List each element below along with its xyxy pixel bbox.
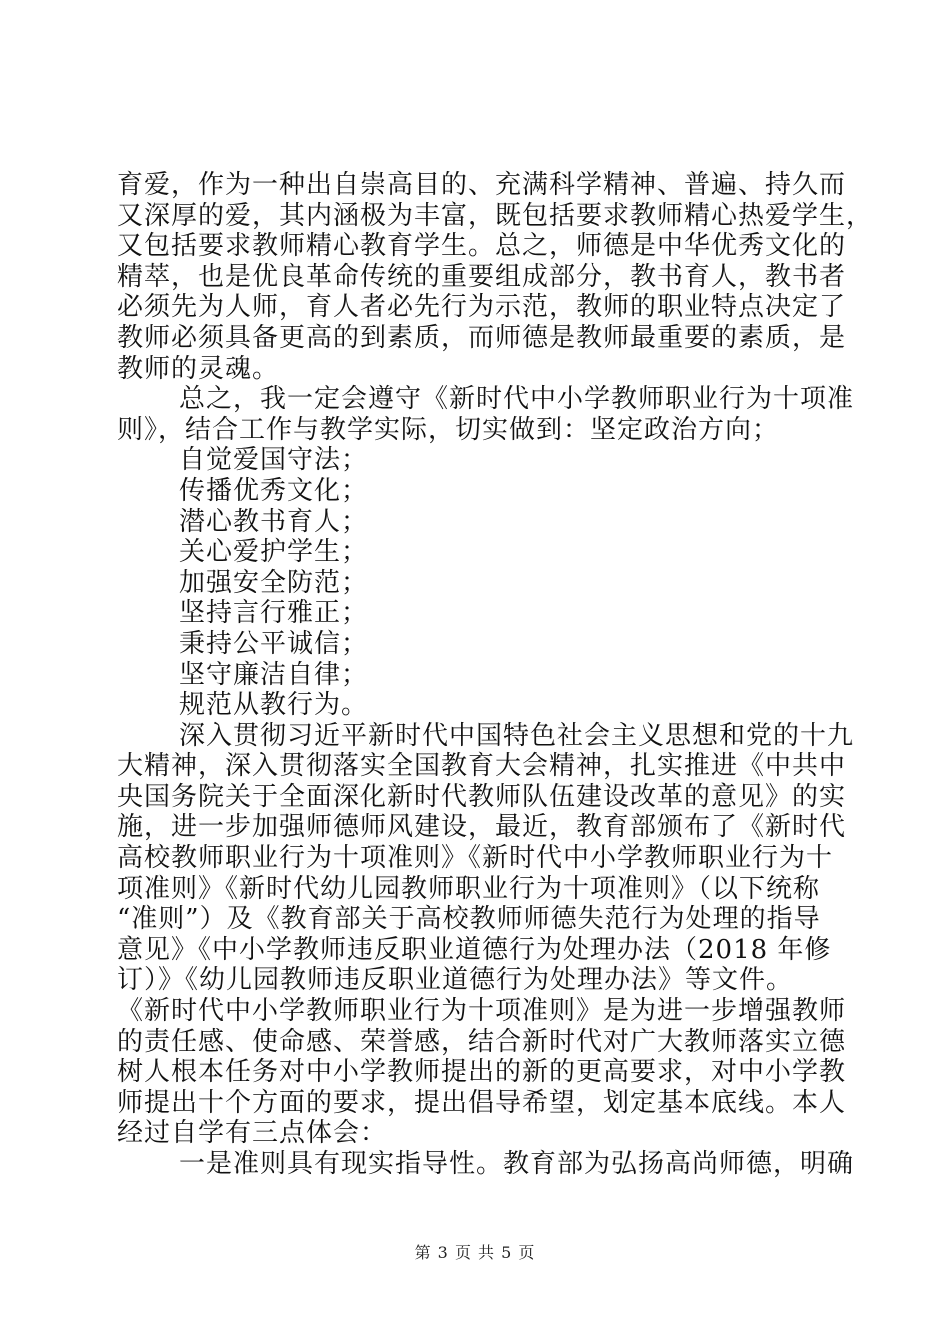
text-line: 坚持言行雅正；	[179, 598, 369, 629]
text-line: 教师的灵魂。	[117, 353, 280, 384]
text-line: 育爱，作为一种出自崇高目的、充满科学精神、普遍、持久而	[117, 170, 847, 200]
text-line: 必须先为人师，育人者必先行为示范，教师的职业特点决定了	[117, 292, 847, 323]
text-line: 传播优秀文化；	[179, 475, 369, 506]
text-line: 秉持公平诚信；	[179, 628, 369, 659]
text-line: 自觉爱国守法；	[179, 445, 369, 476]
text-line: “准则”）及《教育部关于高校教师师德失范行为处理的指导	[117, 904, 821, 935]
text-line: 又深厚的爱，其内涵极为丰富，既包括要求教师精心热爱学生，	[117, 200, 874, 231]
text-line: 央国务院关于全面深化新时代教师队伍建设改革的意见》的实	[117, 781, 847, 812]
text-line: 教师必须具备更高的到素质，而师德是教师最重要的素质，是	[117, 322, 847, 353]
text-line: 规范从教行为。	[179, 690, 369, 721]
text-line: 关心爱护学生；	[179, 537, 369, 568]
text-line: 经过自学有三点体会：	[117, 1118, 388, 1149]
text-line: 的责任感、使命感、荣誉感，结合新时代对广大教师落实立德	[117, 1026, 847, 1057]
text-line: 加强安全防范；	[179, 567, 369, 598]
text-line: 潜心教书育人；	[179, 506, 369, 537]
text-line: 则》，结合工作与教学实际，切实做到：坚定政治方向；	[117, 414, 780, 445]
body-text	[117, 170, 874, 1180]
text-line: 项准则》《新时代幼儿园教师职业行为十项准则》（以下统称	[117, 873, 821, 904]
text-line: 深入贯彻习近平新时代中国特色社会主义思想和党的十九	[179, 720, 855, 751]
text-line: 师提出十个方面的要求，提出倡导希望，划定基本底线。本人	[117, 1087, 847, 1118]
text-line: 大精神，深入贯彻落实全国教育大会精神，扎实推进《中共中	[117, 751, 847, 782]
text-line: 施，进一步加强师德师风建设，最近，教育部颁布了《新时代	[117, 812, 847, 843]
text-line: 《新时代中小学教师职业行为十项准则》是为进一步增强教师	[117, 996, 847, 1027]
text-line: 精萃，也是优良革命传统的重要组成部分，教书育人，教书者	[117, 261, 847, 292]
text-line: 树人根本任务对中小学教师提出的新的更高要求，对中小学教	[117, 1057, 847, 1088]
page-footer: 第 3 页 共 5 页	[414, 1243, 536, 1262]
text-line: 订）》《幼儿园教师违反职业道德行为处理办法》等文件。	[117, 965, 794, 996]
text-line: 坚守廉洁自律；	[179, 659, 369, 690]
text-line: 一是准则具有现实指导性。教育部为弘扬高尚师德，明确	[179, 1149, 855, 1179]
text-line: 高校教师职业行为十项准则》《新时代中小学教师职业行为十	[117, 843, 834, 874]
text-line: 意见》《中小学教师违反职业道德行为处理办法（2018 年修	[117, 934, 832, 965]
text-line: 又包括要求教师精心教育学生。总之，师德是中华优秀文化的	[117, 231, 847, 262]
text-line: 总之，我一定会遵守《新时代中小学教师职业行为十项准	[179, 384, 855, 415]
